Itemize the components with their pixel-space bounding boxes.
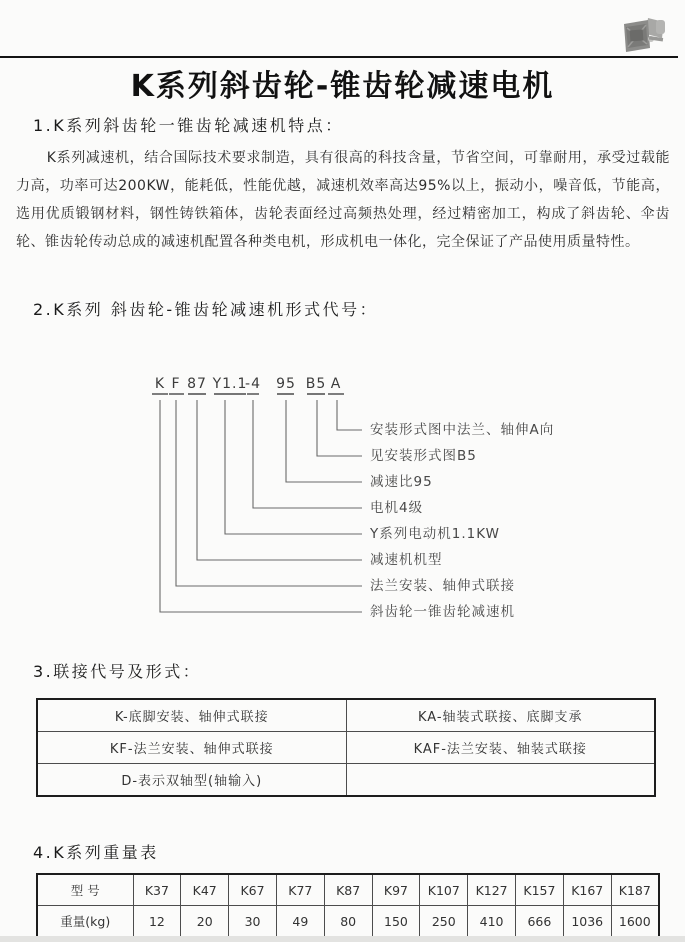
table-row — [37, 764, 655, 797]
weight-cell: 410 — [468, 906, 516, 938]
weight-cell: 12 — [133, 906, 181, 938]
model-cell: K37 — [133, 874, 181, 906]
model-cell: K187 — [611, 874, 659, 906]
code-label: 法兰安装、轴伸式联接 — [370, 578, 515, 594]
header-divider-line — [0, 56, 678, 58]
scan-bottom-edge — [0, 936, 685, 942]
code-label: 减速比95 — [370, 474, 433, 490]
code-token: 95 — [276, 376, 296, 392]
model-cell: K77 — [276, 874, 324, 906]
code-token: 87 — [187, 376, 207, 392]
weight-table-value-row — [37, 906, 659, 938]
model-code-diagram — [0, 368, 685, 640]
weight-table — [36, 873, 660, 938]
model-cell: K67 — [229, 874, 277, 906]
model-cell: K167 — [563, 874, 611, 906]
section-2-heading: 2.K系列 斜齿轮-锥齿轮减速机形式代号： — [33, 300, 379, 319]
model-cell: K97 — [372, 874, 420, 906]
connection-cell: KAF-法兰安装、轴装式联接 — [346, 732, 655, 764]
code-token: Y1.1 — [212, 376, 248, 392]
code-label: 安装形式图中法兰、轴伸A向 — [370, 422, 555, 438]
connection-code-table — [36, 698, 656, 797]
code-token: -4 — [245, 376, 261, 392]
code-label: 见安装形式图B5 — [370, 448, 477, 464]
code-token: B5 — [305, 376, 327, 392]
model-cell: K47 — [181, 874, 229, 906]
weight-table-header-row — [37, 874, 659, 906]
weight-cell: 30 — [229, 906, 277, 938]
model-cell: K157 — [516, 874, 564, 906]
model-cell: K107 — [420, 874, 468, 906]
model-cell: K127 — [468, 874, 516, 906]
weight-cell: 1600 — [611, 906, 659, 938]
code-label: Y系列电动机1.1KW — [370, 526, 500, 542]
section-1-heading: 1.K系列斜齿轮一锥齿轮减速机特点： — [33, 116, 344, 135]
table-row — [37, 732, 655, 764]
connection-cell: K-底脚安装、轴伸式联接 — [37, 699, 346, 732]
section-3-heading: 3.联接代号及形式： — [33, 662, 202, 681]
weight-cell: 666 — [516, 906, 564, 938]
code-label: 斜齿轮一锥齿轮减速机 — [370, 604, 515, 620]
code-label: 电机4级 — [370, 500, 424, 516]
section-4-heading: 4.K系列重量表 — [33, 843, 159, 862]
weight-cell: 20 — [181, 906, 229, 938]
weight-cell: 49 — [276, 906, 324, 938]
model-cell: K87 — [324, 874, 372, 906]
gearmotor-product-photo — [618, 12, 670, 58]
weight-header-cell: 重量(kg) — [37, 906, 133, 938]
connection-cell: KF-法兰安装、轴伸式联接 — [37, 732, 346, 764]
connection-cell: KA-轴装式联接、底脚支承 — [346, 699, 655, 732]
page-title: K系列斜齿轮-锥齿轮减速电机 — [130, 69, 555, 104]
connection-cell: D-表示双轴型(轴输入) — [37, 764, 346, 797]
weight-cell: 250 — [420, 906, 468, 938]
weight-cell: 150 — [372, 906, 420, 938]
features-paragraph: K系列减速机，结合国际技术要求制造，具有很高的科技含量，节省空间，可靠耐用，承受过载能力高，功率可达200KW，能耗低，性能优越，减速机效率高达95%以上，振动小，噪音低，节能高，选用优质锻钢材料，钢性铸铁箱体，齿轮表面经过高频热处理，经过精密加工，构成了斜齿轮、伞齿轮、锥齿轮传动总成的减速机配置各种类电机，形成机电一体化，完全保证了产品使用质量特性。 — [16, 150, 670, 250]
weight-cell: 80 — [324, 906, 372, 938]
model-header-cell: 型 号 — [37, 874, 133, 906]
code-token: K — [154, 376, 166, 392]
code-label: 减速机机型 — [370, 552, 443, 568]
table-row — [37, 699, 655, 732]
code-token: F — [171, 376, 181, 392]
connection-cell — [346, 764, 655, 797]
gearmotor-illustration — [618, 12, 670, 58]
code-token: A — [330, 376, 342, 392]
weight-cell: 1036 — [563, 906, 611, 938]
